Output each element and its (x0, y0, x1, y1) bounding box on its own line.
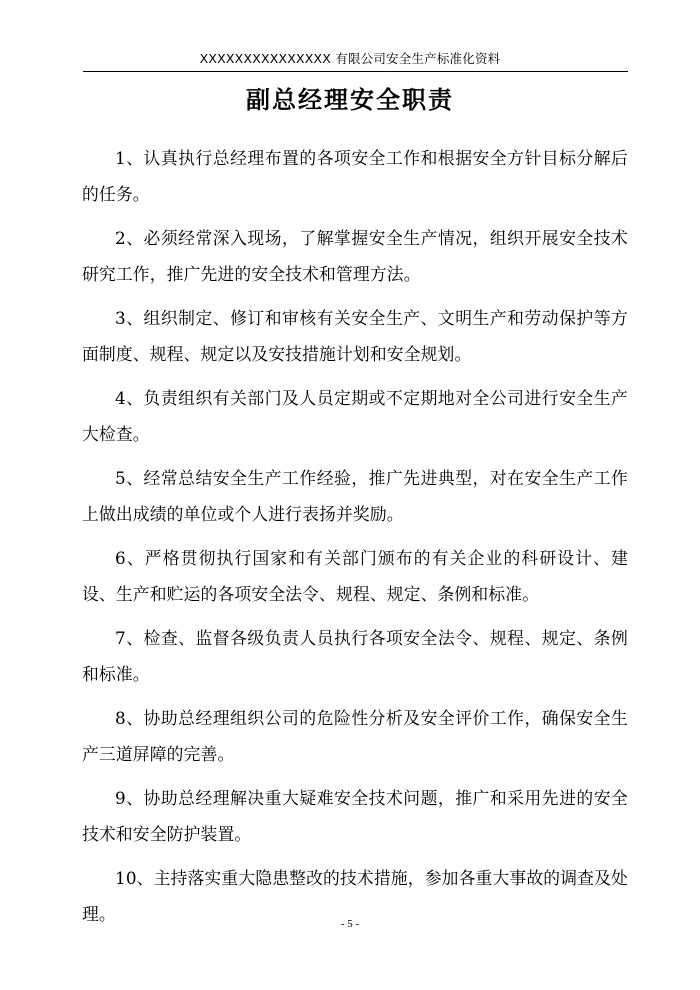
responsibility-item-1: 1、认真执行总经理布置的各项安全工作和根据安全方针目标分解后的任务。 (82, 148, 628, 204)
responsibility-list (82, 140, 628, 940)
page-header: XXXXXXXXXXXXXXX 有限公司安全生产标准化资料 (199, 51, 501, 66)
responsibility-item-9: 9、协助总经理解决重大疑难安全技术问题，推广和采用先进的安全技术和安全防护装置。 (82, 788, 628, 844)
responsibility-item-8: 8、协助总经理组织公司的危险性分析及安全评价工作，确保安全生产三道屏障的完善。 (82, 708, 628, 764)
document-title: 副总经理安全职责 (246, 86, 454, 114)
page-number: - 5 - (340, 918, 360, 930)
responsibility-item-3: 3、组织制定、修订和审核有关安全生产、文明生产和劳动保护等方面制度、规程、规定以及安技措施计划和安全规划。 (82, 308, 628, 364)
responsibility-item-7: 7、检查、监督各级负责人员执行各项安全法令、规程、规定、条例和标准。 (82, 628, 628, 684)
responsibility-item-10: 10、主持落实重大隐患整改的技术措施，参加各重大事故的调查及处理。 (82, 868, 628, 924)
responsibility-item-2: 2、必须经常深入现场，了解掌握安全生产情况，组织开展安全技术研究工作，推广先进的安全技术和管理方法。 (82, 228, 628, 284)
responsibility-item-5: 5、经常总结安全生产工作经验，推广先进典型，对在安全生产工作上做出成绩的单位或个人进行表扬并奖励。 (82, 468, 628, 524)
responsibility-item-4: 4、负责组织有关部门及人员定期或不定期地对全公司进行安全生产大检查。 (82, 388, 628, 444)
header-divider (83, 71, 628, 72)
responsibility-item-6: 6、严格贯彻执行国家和有关部门颁布的有关企业的科研设计、建设、生产和贮运的各项安全法令、规程、规定、条例和标准。 (82, 548, 628, 604)
